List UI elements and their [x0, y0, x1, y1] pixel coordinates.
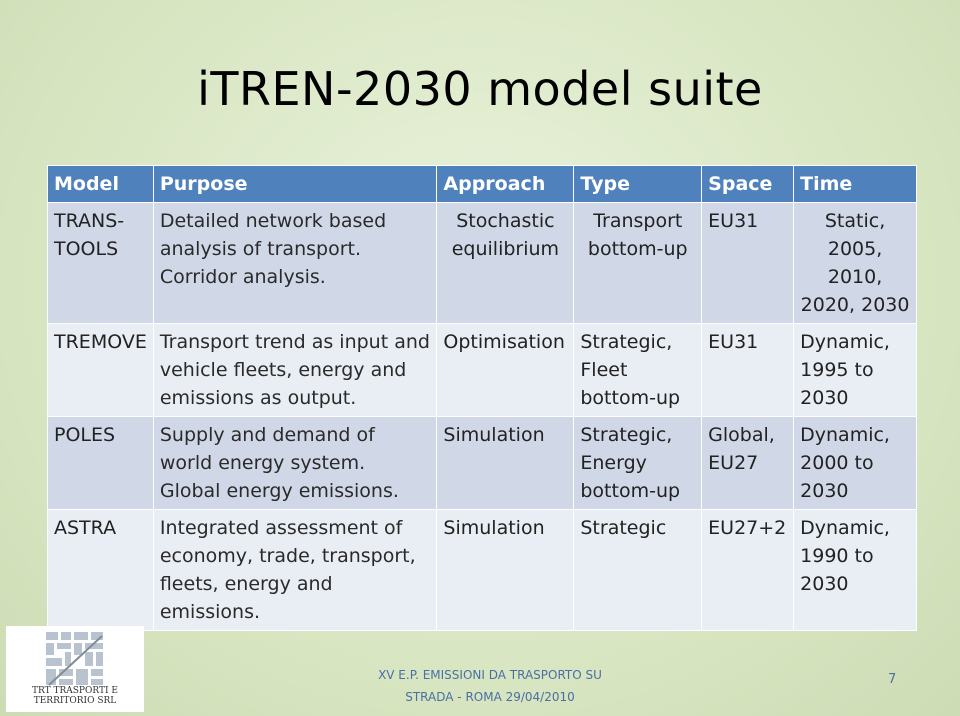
city-map-icon [44, 630, 106, 688]
cell-purpose: Integrated assessment of economy, trade, transport, fleets, energy and emissions. [153, 510, 437, 631]
cell-type: Strategic, Energy bottom-up [574, 417, 702, 510]
cell-type: Strategic, Fleet bottom-up [574, 324, 702, 417]
cell-purpose: Transport trend as input and vehicle fleets, energy and emissions as output. [153, 324, 437, 417]
table-row [48, 203, 917, 324]
header-model: Model [48, 166, 154, 203]
cell-time: Static, 2005, 2010, 2020, 2030 [794, 203, 917, 324]
cell-purpose: Detailed network based analysis of transport. Corridor analysis. [153, 203, 437, 324]
header-time: Time [794, 166, 917, 203]
cell-space: EU31 [702, 324, 794, 417]
header-purpose: Purpose [153, 166, 437, 203]
header-space: Space [702, 166, 794, 203]
cell-model: TRANS-TOOLS [48, 203, 154, 324]
cell-model: TREMOVE [48, 324, 154, 417]
cell-purpose: Supply and demand of world energy system. Global energy emissions. [153, 417, 437, 510]
cell-approach: Simulation [437, 417, 574, 510]
model-table [47, 165, 917, 631]
cell-approach: Stochastic equilibrium [437, 203, 574, 324]
header-approach: Approach [437, 166, 574, 203]
footer-line-1: XV E.P. EMISSIONI DA TRASPORTO SU [378, 668, 602, 682]
cell-approach: Optimisation [437, 324, 574, 417]
slide-title: iTREN-2030 model suite [197, 62, 763, 116]
cell-type: Strategic [574, 510, 702, 631]
table-row [48, 324, 917, 417]
cell-model: POLES [48, 417, 154, 510]
table-row [48, 417, 917, 510]
footer-line-2: STRADA - ROMA 29/04/2010 [405, 690, 575, 704]
cell-space: EU31 [702, 203, 794, 324]
table-header-row [48, 166, 917, 203]
cell-space: EU27+2 [702, 510, 794, 631]
footer [300, 664, 680, 708]
cell-model: ASTRA [48, 510, 154, 631]
header-type: Type [574, 166, 702, 203]
cell-time: Dynamic, 1990 to 2030 [794, 510, 917, 631]
cell-approach: Simulation [437, 510, 574, 631]
cell-type: Transport bottom-up [574, 203, 702, 324]
table-row [48, 510, 917, 631]
page-number: 7 [888, 672, 897, 687]
company-logo [6, 626, 144, 712]
cell-space: Global, EU27 [702, 417, 794, 510]
logo-text: TRT TRASPORTI E TERRITORIO SRL [32, 686, 118, 706]
cell-time: Dynamic, 1995 to 2030 [794, 324, 917, 417]
cell-time: Dynamic, 2000 to 2030 [794, 417, 917, 510]
